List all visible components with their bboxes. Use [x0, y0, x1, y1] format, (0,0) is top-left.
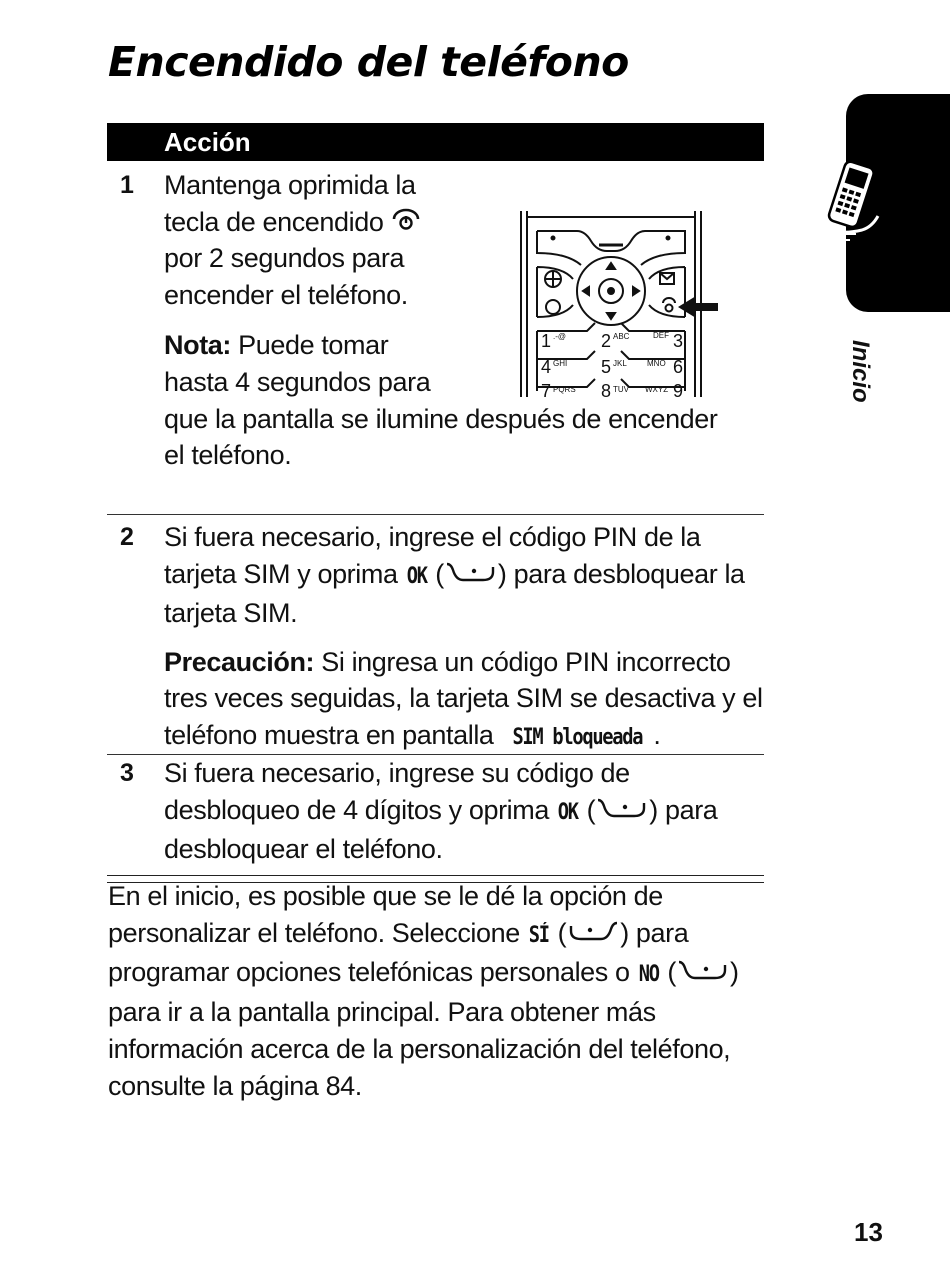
- svg-text:5: 5: [601, 357, 612, 377]
- step-paragraph: Si fuera necesario, ingrese el código PIN de la tarjeta SIM y oprima OK ( ) para desbloquear la tarjeta SIM.: [164, 522, 745, 629]
- svg-text:1: 1: [541, 331, 552, 351]
- caution-paragraph: Precaución: Si ingresa un código PIN incorrecto tres veces seguidas, la tarjeta SIM se desactiva y el teléfono muestra en pantalla SIM bloqueada .: [164, 644, 764, 757]
- svg-text:.-@: .-@: [553, 332, 567, 341]
- page-number: 13: [854, 1217, 883, 1247]
- action-table: [107, 123, 764, 883]
- note-line: hasta 4 segundos para: [164, 366, 431, 397]
- step-text: [164, 755, 764, 868]
- yes-key-label: SÍ: [528, 922, 549, 948]
- svg-text:7: 7: [541, 381, 552, 397]
- step-text: [164, 519, 764, 757]
- right-soft-key-icon: [595, 797, 649, 821]
- caution-label: Precaución:: [164, 646, 315, 677]
- svg-text:MNO: MNO: [647, 359, 666, 368]
- header-accion: Acción: [164, 127, 251, 157]
- note-label: Nota:: [164, 330, 231, 361]
- svg-text:WXYZ: WXYZ: [645, 385, 669, 394]
- no-key-label: NO: [638, 962, 659, 988]
- svg-text:TUV: TUV: [613, 385, 629, 394]
- table-header: [107, 123, 764, 161]
- step-number: 1: [120, 171, 134, 199]
- svg-text:PQRS: PQRS: [553, 385, 576, 394]
- svg-text:DEF: DEF: [653, 331, 669, 340]
- step-number: 2: [120, 523, 134, 551]
- step-line: tecla de encendido: [164, 204, 764, 241]
- svg-text:ABC: ABC: [613, 332, 630, 341]
- step-paragraph: Si fuera necesario, ingrese su código de desbloqueo de 4 dígitos y oprima OK ( ) para desbloquear el teléfono.: [164, 758, 718, 865]
- step-line: Mantenga oprimida la: [164, 170, 416, 200]
- svg-text:JKL: JKL: [613, 359, 627, 368]
- ok-key-label: OK: [406, 563, 427, 589]
- ok-key-label: OK: [557, 799, 578, 825]
- note-line: Nota: Puede tomar: [164, 330, 389, 361]
- note-line: el teléfono.: [164, 440, 292, 471]
- svg-text:4: 4: [541, 357, 552, 377]
- svg-text:6: 6: [673, 357, 684, 377]
- power-key-icon: [391, 207, 421, 233]
- svg-text:9: 9: [673, 381, 684, 397]
- phone-keypad-illustration: [515, 211, 725, 397]
- svg-text:3: 3: [673, 331, 684, 351]
- note-line: que la pantalla se ilumine después de encender: [164, 403, 718, 434]
- body-paragraph: En el inicio, es posible que se le dé la opción de personalizar el teléfono. Seleccione SÍ ( ) para programar opciones telefónicas personales o NO ( ) para ir a la pantalla principal. Para obtener más información acerca de la personalización del teléfono, consulte la página 84.: [108, 881, 739, 1101]
- table-row: [107, 161, 764, 515]
- table-row: [107, 755, 764, 875]
- step-line: encender el teléfono.: [164, 279, 408, 310]
- right-soft-key-icon: [444, 561, 498, 585]
- svg-text:2: 2: [601, 331, 612, 351]
- side-section-label: Inicio: [847, 340, 874, 403]
- svg-text:GHI: GHI: [553, 359, 568, 368]
- svg-text:8: 8: [601, 381, 612, 397]
- table-row: [107, 515, 764, 755]
- phone-ringing-icon: [796, 156, 888, 248]
- left-soft-key-icon: [566, 920, 620, 944]
- sim-blocked-label: SIM bloqueada: [512, 724, 642, 750]
- step-line: por 2 segundos para: [164, 243, 405, 274]
- right-soft-key-icon: [676, 959, 730, 983]
- page-title: Encendido del teléfono: [108, 38, 629, 86]
- step-number: 3: [120, 759, 134, 787]
- table-bottom-rule: [107, 875, 764, 876]
